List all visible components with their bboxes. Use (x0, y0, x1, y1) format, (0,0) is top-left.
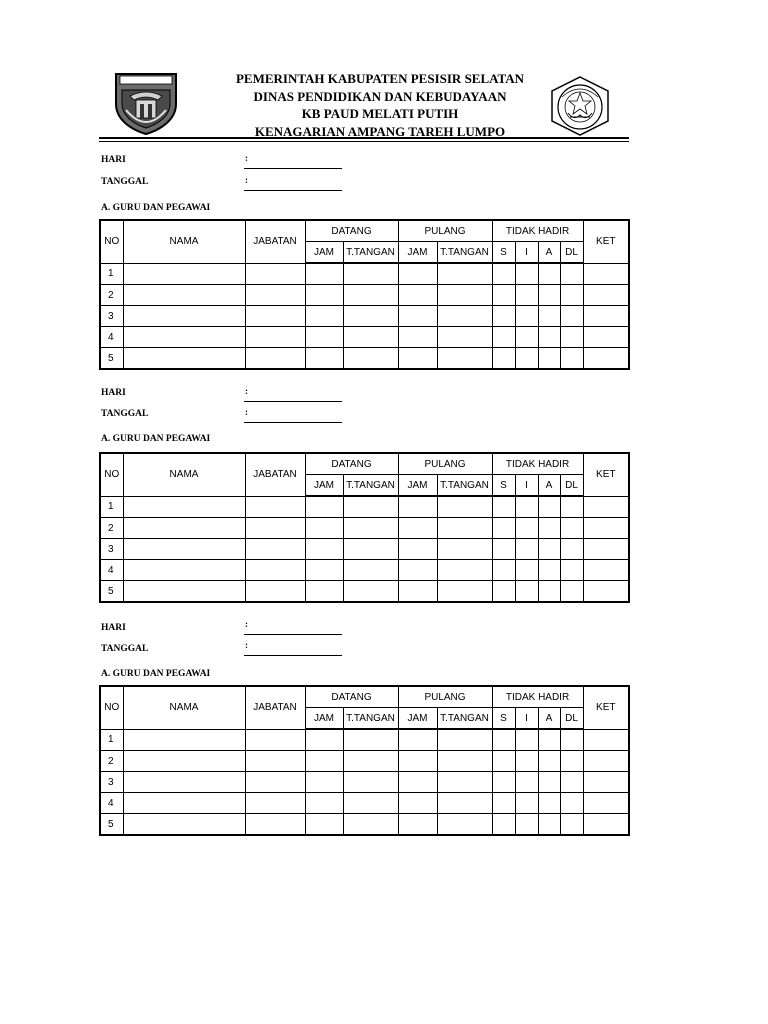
sakit-cell[interactable] (492, 348, 515, 370)
pulang-jam-cell[interactable] (398, 581, 437, 603)
header-datang-jam: JAM (305, 242, 343, 264)
alpa-cell[interactable] (538, 306, 560, 327)
pulang-jam-cell[interactable] (398, 285, 437, 306)
datang-jam-cell[interactable] (305, 793, 343, 814)
pulang-jam-cell[interactable] (398, 751, 437, 772)
pulang-jam-cell[interactable] (398, 772, 437, 793)
hari-colon: : (245, 153, 248, 163)
jabatan-cell[interactable] (245, 581, 305, 603)
header-datang: DATANG (305, 453, 398, 475)
sakit-cell[interactable] (492, 263, 515, 285)
header-dinas-luar: DL (560, 242, 583, 264)
sakit-cell[interactable] (492, 306, 515, 327)
row-number: 2 (100, 751, 123, 772)
tut-wuri-handayani-logo (546, 75, 614, 137)
letterhead-line-3: KB PAUD MELATI PUTIH (301, 106, 459, 121)
jabatan-cell[interactable] (245, 751, 305, 772)
datang-ttangan-cell[interactable] (343, 327, 398, 348)
datang-ttangan-cell[interactable] (343, 348, 398, 370)
header-datang: DATANG (305, 686, 398, 708)
sakit-cell[interactable] (492, 581, 515, 603)
datang-jam-cell[interactable] (305, 306, 343, 327)
izin-cell[interactable] (515, 518, 538, 539)
header-nama: NAMA (123, 686, 245, 729)
header-pulang: PULANG (398, 686, 492, 708)
table-row (100, 285, 629, 306)
row-number: 3 (100, 306, 123, 327)
datang-jam-cell[interactable] (305, 285, 343, 306)
jabatan-cell[interactable] (245, 348, 305, 370)
letterhead-title (200, 70, 560, 140)
row-number: 4 (100, 327, 123, 348)
jabatan-cell[interactable] (245, 793, 305, 814)
sakit-cell[interactable] (492, 793, 515, 814)
letterhead-rule-thick (99, 137, 629, 139)
pulang-jam-cell[interactable] (398, 729, 437, 751)
izin-cell[interactable] (515, 348, 538, 370)
table-row (100, 814, 629, 836)
jabatan-cell[interactable] (245, 263, 305, 285)
header-datang-jam: JAM (305, 708, 343, 730)
datang-ttangan-cell[interactable] (343, 539, 398, 560)
section-title: A. GURU DAN PEGAWAI (101, 669, 211, 679)
datang-ttangan-cell[interactable] (343, 560, 398, 581)
nama-cell[interactable] (123, 751, 245, 772)
ket-cell[interactable] (583, 581, 629, 603)
datang-jam-cell[interactable] (305, 263, 343, 285)
pulang-jam-cell[interactable] (398, 348, 437, 370)
dinas-luar-cell[interactable] (560, 814, 583, 836)
header-pulang-ttangan: T.TANGAN (437, 708, 492, 730)
datang-ttangan-cell[interactable] (343, 285, 398, 306)
row-number: 5 (100, 581, 123, 603)
izin-cell[interactable] (515, 772, 538, 793)
sakit-cell[interactable] (492, 496, 515, 518)
tanggal-field[interactable] (244, 175, 342, 191)
dinas-luar-cell[interactable] (560, 772, 583, 793)
datang-jam-cell[interactable] (305, 539, 343, 560)
jabatan-cell[interactable] (245, 814, 305, 836)
dinas-luar-cell[interactable] (560, 306, 583, 327)
izin-cell[interactable] (515, 263, 538, 285)
datang-ttangan-cell[interactable] (343, 751, 398, 772)
pulang-jam-cell[interactable] (398, 496, 437, 518)
datang-ttangan-cell[interactable] (343, 814, 398, 836)
header-pulang-jam: JAM (398, 708, 437, 730)
header-dinas-luar: DL (560, 708, 583, 730)
pulang-ttangan-cell[interactable] (437, 751, 492, 772)
dinas-luar-cell[interactable] (560, 285, 583, 306)
header-ket: KET (583, 686, 629, 729)
table-row (100, 518, 629, 539)
nama-cell[interactable] (123, 306, 245, 327)
datang-jam-cell[interactable] (305, 751, 343, 772)
table-row (100, 496, 629, 518)
alpa-cell[interactable] (538, 751, 560, 772)
nama-cell[interactable] (123, 560, 245, 581)
dinas-luar-cell[interactable] (560, 581, 583, 603)
nama-cell[interactable] (123, 729, 245, 751)
alpa-cell[interactable] (538, 793, 560, 814)
row-number: 3 (100, 539, 123, 560)
sakit-cell[interactable] (492, 814, 515, 836)
header-ket: KET (583, 453, 629, 496)
header-sakit: S (492, 242, 515, 264)
row-number: 1 (100, 729, 123, 751)
izin-cell[interactable] (515, 285, 538, 306)
header-datang: DATANG (305, 220, 398, 242)
pulang-ttangan-cell[interactable] (437, 581, 492, 603)
alpa-cell[interactable] (538, 518, 560, 539)
header-tidak-hadir: TIDAK HADIR (492, 453, 583, 475)
izin-cell[interactable] (515, 496, 538, 518)
hari-label: HARI (101, 388, 126, 398)
row-number: 4 (100, 793, 123, 814)
header-pulang-ttangan: T.TANGAN (437, 475, 492, 497)
sakit-cell[interactable] (492, 560, 515, 581)
header-tidak-hadir: TIDAK HADIR (492, 686, 583, 708)
attendance-section-3 (0, 609, 768, 839)
sakit-cell[interactable] (492, 772, 515, 793)
header-alpa: A (538, 475, 560, 497)
header-tidak-hadir: TIDAK HADIR (492, 220, 583, 242)
row-number: 4 (100, 560, 123, 581)
izin-cell[interactable] (515, 539, 538, 560)
sakit-cell[interactable] (492, 539, 515, 560)
table-row (100, 560, 629, 581)
alpa-cell[interactable] (538, 348, 560, 370)
alpa-cell[interactable] (538, 772, 560, 793)
dinas-luar-cell[interactable] (560, 348, 583, 370)
datang-ttangan-cell[interactable] (343, 772, 398, 793)
datang-ttangan-cell[interactable] (343, 581, 398, 603)
table-row (100, 729, 629, 751)
ket-cell[interactable] (583, 518, 629, 539)
alpa-cell[interactable] (538, 263, 560, 285)
alpa-cell[interactable] (538, 327, 560, 348)
dinas-luar-cell[interactable] (560, 751, 583, 772)
header-datang-ttangan: T.TANGAN (343, 475, 398, 497)
jabatan-cell[interactable] (245, 560, 305, 581)
dinas-luar-cell[interactable] (560, 560, 583, 581)
datang-jam-cell[interactable] (305, 581, 343, 603)
ket-cell[interactable] (583, 327, 629, 348)
pulang-ttangan-cell[interactable] (437, 539, 492, 560)
jabatan-cell[interactable] (245, 539, 305, 560)
nama-cell[interactable] (123, 263, 245, 285)
row-number: 3 (100, 772, 123, 793)
table-row (100, 793, 629, 814)
izin-cell[interactable] (515, 560, 538, 581)
izin-cell[interactable] (515, 793, 538, 814)
datang-ttangan-cell[interactable] (343, 496, 398, 518)
pulang-ttangan-cell[interactable] (437, 285, 492, 306)
alpa-cell[interactable] (538, 814, 560, 836)
jabatan-cell[interactable] (245, 285, 305, 306)
dinas-luar-cell[interactable] (560, 539, 583, 560)
datang-jam-cell[interactable] (305, 729, 343, 751)
jabatan-cell[interactable] (245, 518, 305, 539)
ket-cell[interactable] (583, 496, 629, 518)
header-pulang-ttangan: T.TANGAN (437, 242, 492, 264)
section-title: A. GURU DAN PEGAWAI (101, 434, 211, 444)
izin-cell[interactable] (515, 581, 538, 603)
datang-ttangan-cell[interactable] (343, 263, 398, 285)
nama-cell[interactable] (123, 814, 245, 836)
header-jabatan: JABATAN (245, 686, 305, 729)
sakit-cell[interactable] (492, 518, 515, 539)
pulang-ttangan-cell[interactable] (437, 263, 492, 285)
hari-label: HARI (101, 155, 126, 165)
pulang-jam-cell[interactable] (398, 327, 437, 348)
nama-cell[interactable] (123, 772, 245, 793)
letterhead-line-2: DINAS PENDIDIKAN DAN KEBUDAYAAN (253, 88, 507, 104)
letterhead-rule-thin (99, 141, 629, 142)
jabatan-cell[interactable] (245, 729, 305, 751)
pulang-jam-cell[interactable] (398, 518, 437, 539)
ket-cell[interactable] (583, 306, 629, 327)
attendance-table (99, 685, 630, 836)
header-nama: NAMA (123, 220, 245, 263)
pulang-jam-cell[interactable] (398, 539, 437, 560)
pulang-ttangan-cell[interactable] (437, 793, 492, 814)
ket-cell[interactable] (583, 793, 629, 814)
dinas-luar-cell[interactable] (560, 518, 583, 539)
datang-jam-cell[interactable] (305, 327, 343, 348)
header-izin: I (515, 475, 538, 497)
ket-cell[interactable] (583, 539, 629, 560)
hari-colon: : (245, 386, 248, 396)
header-no: NO (100, 453, 123, 496)
header-datang-jam: JAM (305, 475, 343, 497)
header-nama: NAMA (123, 453, 245, 496)
table-row (100, 751, 629, 772)
nama-cell[interactable] (123, 539, 245, 560)
table-row (100, 348, 629, 370)
pulang-ttangan-cell[interactable] (437, 348, 492, 370)
datang-ttangan-cell[interactable] (343, 729, 398, 751)
row-number: 5 (100, 348, 123, 370)
izin-cell[interactable] (515, 751, 538, 772)
header-izin: I (515, 708, 538, 730)
header-pulang: PULANG (398, 453, 492, 475)
row-number: 2 (100, 285, 123, 306)
header-sakit: S (492, 708, 515, 730)
sakit-cell[interactable] (492, 729, 515, 751)
table-row (100, 327, 629, 348)
alpa-cell[interactable] (538, 285, 560, 306)
attendance-table (99, 452, 630, 603)
nama-cell[interactable] (123, 793, 245, 814)
header-pulang-jam: JAM (398, 475, 437, 497)
pulang-jam-cell[interactable] (398, 814, 437, 836)
attendance-section-1 (0, 143, 768, 373)
ket-cell[interactable] (583, 285, 629, 306)
alpa-cell[interactable] (538, 496, 560, 518)
pulang-jam-cell[interactable] (398, 560, 437, 581)
izin-cell[interactable] (515, 327, 538, 348)
dinas-luar-cell[interactable] (560, 729, 583, 751)
datang-jam-cell[interactable] (305, 772, 343, 793)
jabatan-cell[interactable] (245, 327, 305, 348)
datang-jam-cell[interactable] (305, 518, 343, 539)
row-number: 1 (100, 496, 123, 518)
section-title: A. GURU DAN PEGAWAI (101, 203, 211, 213)
row-number: 2 (100, 518, 123, 539)
datang-jam-cell[interactable] (305, 814, 343, 836)
tanggal-colon: : (245, 640, 248, 650)
header-datang-ttangan: T.TANGAN (343, 242, 398, 264)
nama-cell[interactable] (123, 348, 245, 370)
ket-cell[interactable] (583, 560, 629, 581)
alpa-cell[interactable] (538, 729, 560, 751)
alpa-cell[interactable] (538, 581, 560, 603)
header-izin: I (515, 242, 538, 264)
pulang-jam-cell[interactable] (398, 263, 437, 285)
datang-jam-cell[interactable] (305, 560, 343, 581)
dinas-luar-cell[interactable] (560, 327, 583, 348)
pulang-jam-cell[interactable] (398, 793, 437, 814)
header-alpa: A (538, 242, 560, 264)
hari-field[interactable] (244, 153, 342, 169)
header-datang-ttangan: T.TANGAN (343, 708, 398, 730)
ket-cell[interactable] (583, 772, 629, 793)
hari-field[interactable] (244, 619, 342, 635)
nama-cell[interactable] (123, 327, 245, 348)
jabatan-cell[interactable] (245, 772, 305, 793)
hari-colon: : (245, 619, 248, 629)
sakit-cell[interactable] (492, 327, 515, 348)
header-pulang: PULANG (398, 220, 492, 242)
nama-cell[interactable] (123, 285, 245, 306)
datang-ttangan-cell[interactable] (343, 306, 398, 327)
letterhead-line-1: PEMERINTAH KABUPATEN PESISIR SELATAN (235, 71, 525, 86)
pulang-ttangan-cell[interactable] (437, 496, 492, 518)
header-alpa: A (538, 708, 560, 730)
header-no: NO (100, 220, 123, 263)
izin-cell[interactable] (515, 814, 538, 836)
header-jabatan: JABATAN (245, 220, 305, 263)
ket-cell[interactable] (583, 348, 629, 370)
table-row (100, 539, 629, 560)
pulang-ttangan-cell[interactable] (437, 772, 492, 793)
table-row (100, 772, 629, 793)
datang-jam-cell[interactable] (305, 496, 343, 518)
pulang-jam-cell[interactable] (398, 306, 437, 327)
datang-jam-cell[interactable] (305, 348, 343, 370)
ket-cell[interactable] (583, 751, 629, 772)
sakit-cell[interactable] (492, 751, 515, 772)
tanggal-label: TANGGAL (101, 409, 149, 419)
header-no: NO (100, 686, 123, 729)
pulang-ttangan-cell[interactable] (437, 327, 492, 348)
jabatan-cell[interactable] (245, 306, 305, 327)
tanggal-colon: : (245, 175, 248, 185)
pulang-ttangan-cell[interactable] (437, 729, 492, 751)
dinas-luar-cell[interactable] (560, 496, 583, 518)
tanggal-field[interactable] (244, 407, 342, 423)
header-ket: KET (583, 220, 629, 263)
nama-cell[interactable] (123, 581, 245, 603)
jabatan-cell[interactable] (245, 496, 305, 518)
dinas-luar-cell[interactable] (560, 263, 583, 285)
header-jabatan: JABATAN (245, 453, 305, 496)
izin-cell[interactable] (515, 729, 538, 751)
pulang-ttangan-cell[interactable] (437, 518, 492, 539)
ket-cell[interactable] (583, 263, 629, 285)
ket-cell[interactable] (583, 814, 629, 836)
hari-field[interactable] (244, 386, 342, 402)
datang-ttangan-cell[interactable] (343, 518, 398, 539)
letterhead-line-4: KENAGARIAN AMPANG TAREH LUMPO (254, 123, 506, 139)
hari-label: HARI (101, 623, 126, 633)
row-number: 1 (100, 263, 123, 285)
tanggal-colon: : (245, 407, 248, 417)
header-pulang-jam: JAM (398, 242, 437, 264)
pulang-ttangan-cell[interactable] (437, 306, 492, 327)
header-dinas-luar: DL (560, 475, 583, 497)
nama-cell[interactable] (123, 496, 245, 518)
dinas-luar-cell[interactable] (560, 793, 583, 814)
alpa-cell[interactable] (538, 560, 560, 581)
pulang-ttangan-cell[interactable] (437, 814, 492, 836)
datang-ttangan-cell[interactable] (343, 793, 398, 814)
tanggal-label: TANGGAL (101, 177, 149, 187)
nama-cell[interactable] (123, 518, 245, 539)
sakit-cell[interactable] (492, 285, 515, 306)
attendance-table (99, 219, 630, 370)
pulang-ttangan-cell[interactable] (437, 560, 492, 581)
izin-cell[interactable] (515, 306, 538, 327)
ket-cell[interactable] (583, 729, 629, 751)
table-row (100, 263, 629, 285)
table-row (100, 581, 629, 603)
alpa-cell[interactable] (538, 539, 560, 560)
tanggal-field[interactable] (244, 640, 342, 656)
tanggal-label: TANGGAL (101, 644, 149, 654)
table-row (100, 306, 629, 327)
attendance-section-2 (0, 376, 768, 606)
header-sakit: S (492, 475, 515, 497)
row-number: 5 (100, 814, 123, 836)
pesisir-selatan-logo (112, 70, 180, 136)
